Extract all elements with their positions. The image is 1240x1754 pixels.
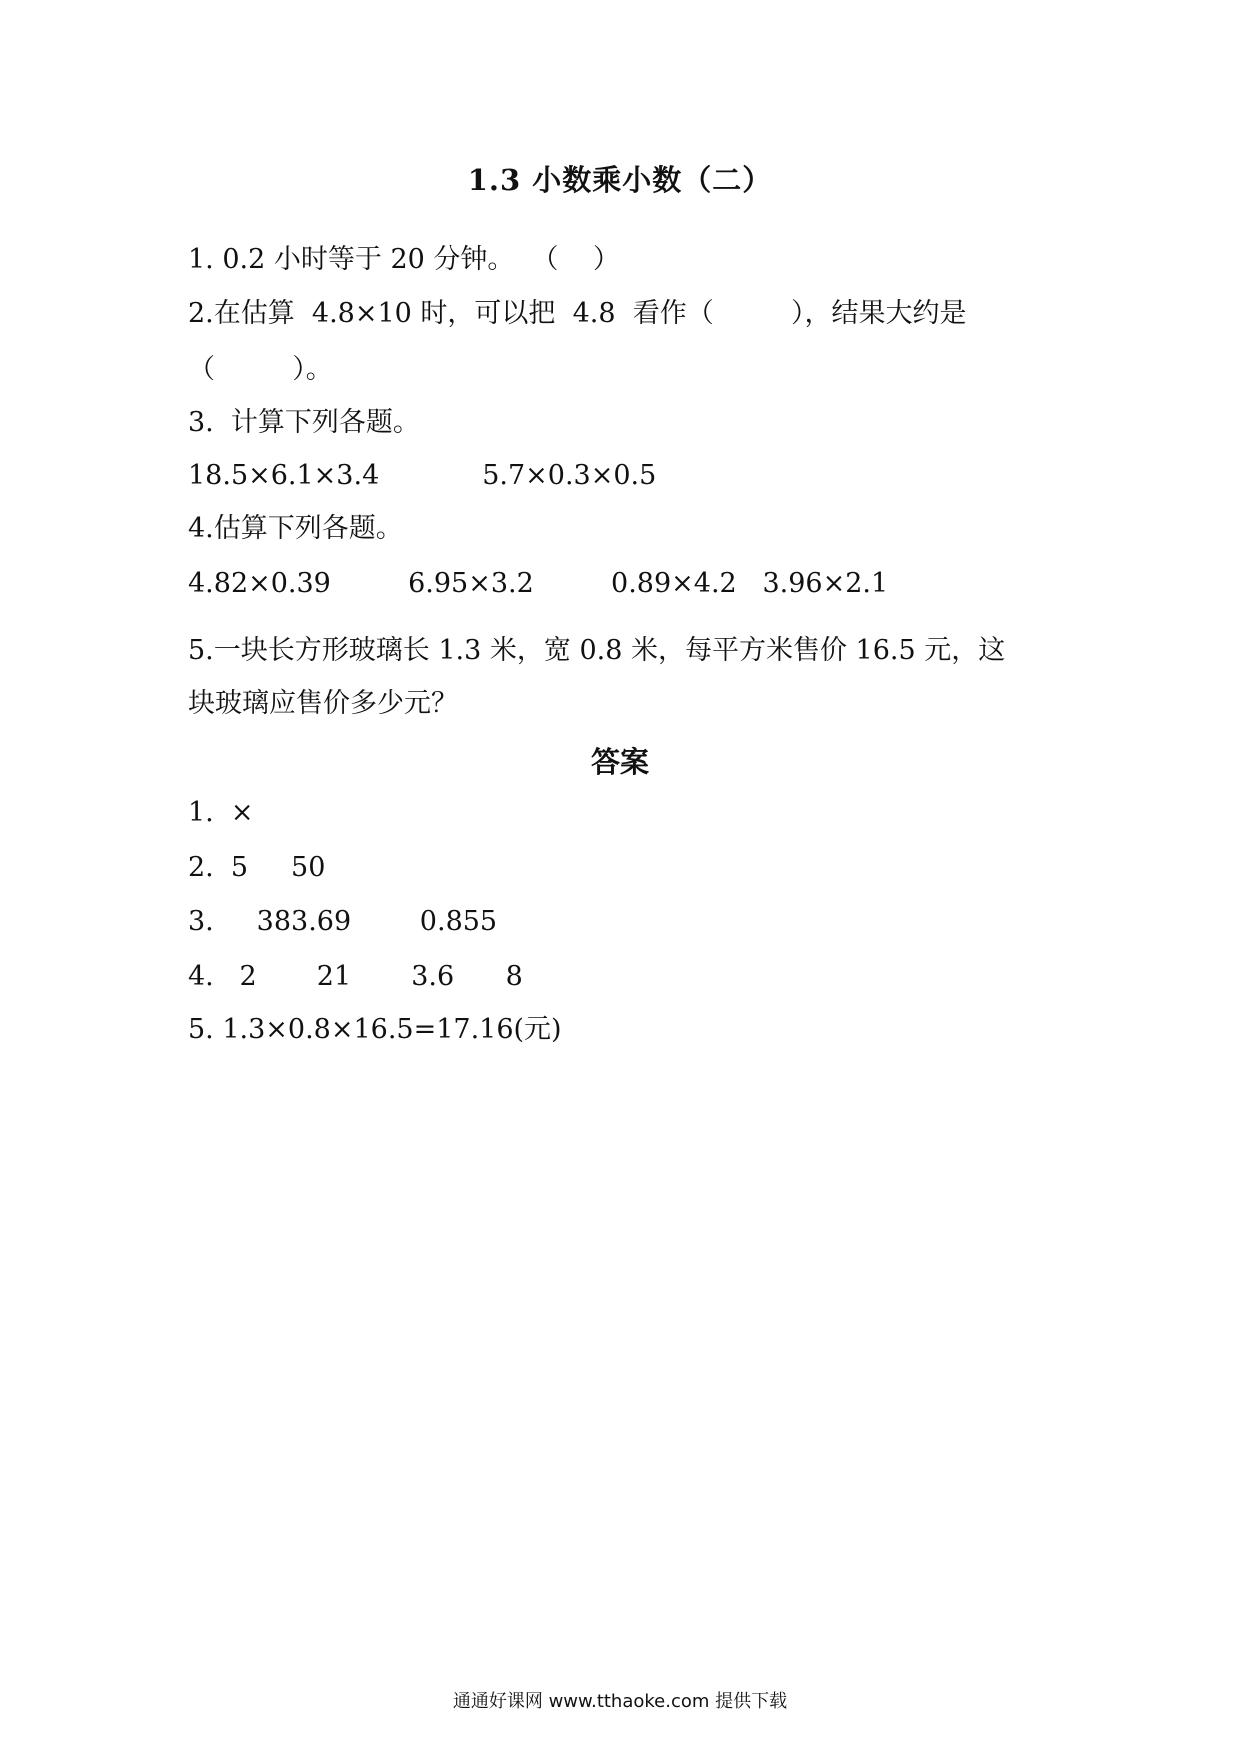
footer-credit: 通通好课网 www.tthaoke.com 提供下载	[452, 1691, 788, 1712]
answer-line: 2. 5 50	[188, 852, 326, 883]
question-line: 1. 0.2 小时等于 20 分钟。 （ ）	[188, 244, 620, 275]
answer-line: 4. 2 21 3.6 8	[188, 961, 523, 992]
page-title: 1.3 小数乘小数（二）	[467, 163, 773, 197]
question-line: 18.5×6.1×3.4 5.7×0.3×0.5	[188, 460, 657, 491]
answer-line: 5. 1.3×0.8×16.5=17.16(元)	[188, 1014, 562, 1045]
question-line: 块玻璃应售价多少元？	[188, 688, 458, 719]
question-line: 4.82×0.39 6.95×3.2 0.89×4.2 3.96×2.1	[188, 568, 889, 599]
question-line: 3. 计算下列各题。	[188, 407, 420, 438]
question-line: 2.在估算 4.8×10 时，可以把 4.8 看作（ ），结果大约是	[188, 298, 967, 329]
question-line: （ ）。	[188, 354, 333, 385]
question-line: 4.估算下列各题。	[188, 513, 403, 544]
question-line: 5.一块长方形玻璃长 1.3 米，宽 0.8 米，每平方米售价 16.5 元，这	[188, 635, 1006, 666]
answers-heading: 答案	[590, 745, 649, 779]
answer-line: 1. ×	[188, 797, 254, 828]
answer-line: 3. 383.69 0.855	[188, 906, 498, 937]
